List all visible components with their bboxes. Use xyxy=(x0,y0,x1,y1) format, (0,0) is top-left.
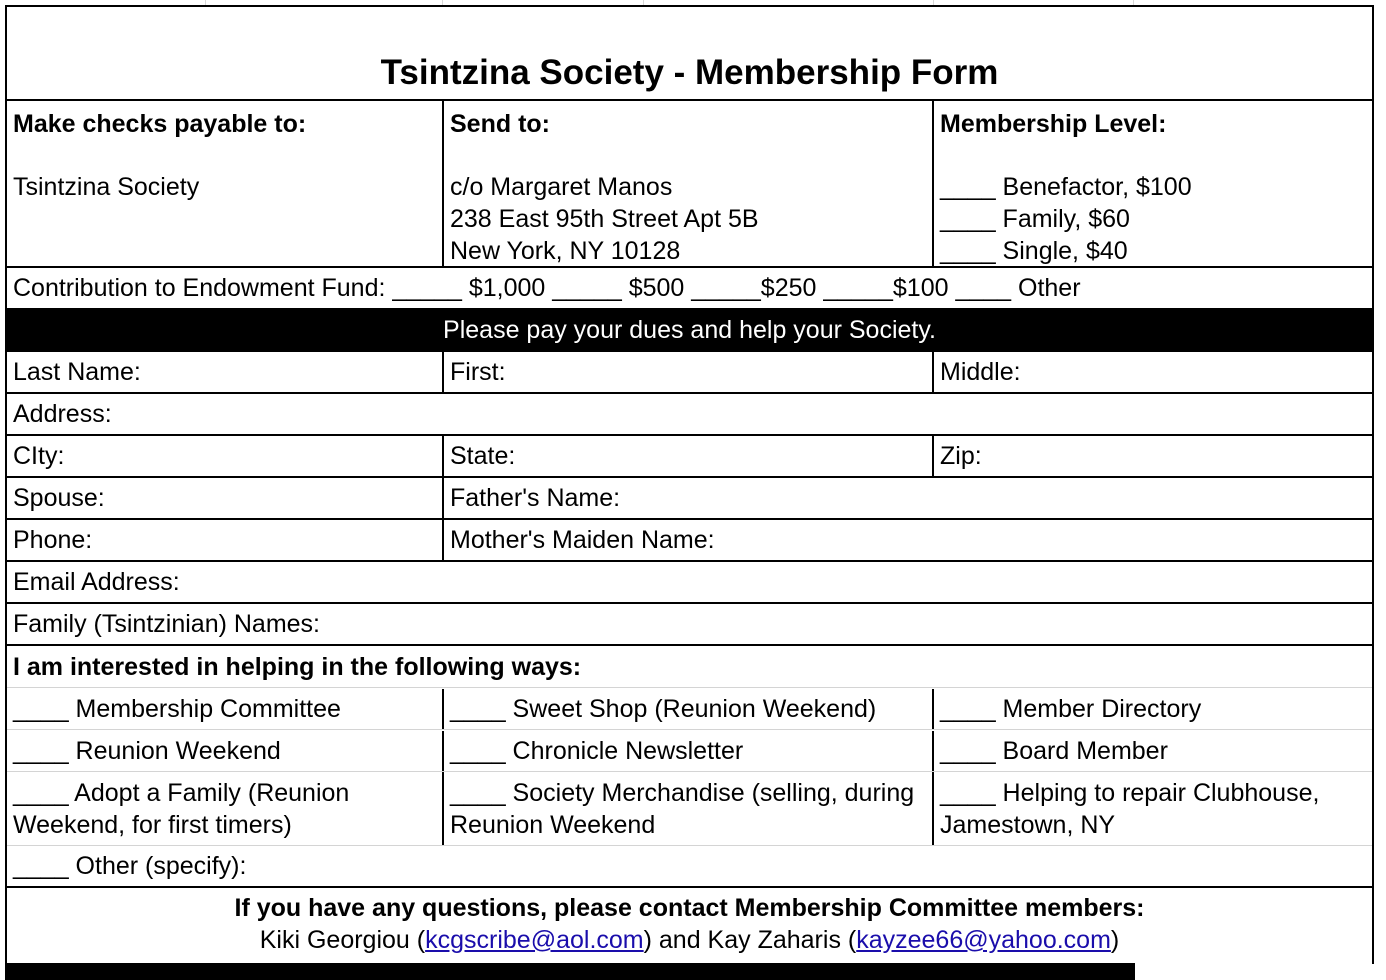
payable-cell[interactable] xyxy=(7,101,444,266)
middle-name-field[interactable]: Middle: xyxy=(940,358,1021,386)
membership-level-option: ____ Single, $40 xyxy=(940,237,1128,265)
interest-heading-row xyxy=(7,646,1372,688)
membership-form-sheet xyxy=(5,5,1374,964)
address-field[interactable]: Address: xyxy=(13,400,112,428)
phone-row xyxy=(7,520,1372,562)
address-row xyxy=(7,394,1372,436)
family-names-row xyxy=(7,604,1372,646)
phone-field[interactable]: Phone: xyxy=(7,520,444,560)
interest-option[interactable]: ____ Sweet Shop (Reunion Weekend) xyxy=(444,689,934,729)
contact-row xyxy=(7,888,1372,964)
spouse-row xyxy=(7,478,1372,520)
email-row xyxy=(7,562,1372,604)
family-names-field[interactable]: Family (Tsintzinian) Names: xyxy=(13,610,321,638)
spouse-field[interactable]: Spouse: xyxy=(7,478,444,518)
interest-option[interactable]: ____ Member Directory xyxy=(940,694,1202,723)
name-row xyxy=(7,352,1372,394)
membership-level-option: ____ Benefactor, $100 xyxy=(940,173,1192,201)
membership-level-cell[interactable] xyxy=(934,101,1372,266)
form-title[interactable]: Tsintzina Society - Membership Form xyxy=(380,53,999,92)
membership-level-option: ____ Family, $60 xyxy=(940,205,1130,233)
contact-heading: If you have any questions, please contact Membership Committee members: xyxy=(234,894,1145,922)
contact-email-link-2[interactable]: kayzee66@yahoo.com xyxy=(856,926,1111,954)
endowment-cell[interactable]: Contribution to Endowment Fund: _____ $1,000 _____ $500 _____$250 _____$100 ____ Other xyxy=(13,274,1081,302)
interest-option[interactable]: ____ Reunion Weekend xyxy=(7,731,444,771)
contact-line xyxy=(7,924,1372,956)
send-to-cell[interactable] xyxy=(444,101,934,266)
contact-suffix: ) xyxy=(1110,926,1120,954)
payable-label: Make checks payable to: xyxy=(13,110,307,138)
last-name-field[interactable]: Last Name: xyxy=(7,352,444,392)
zip-field[interactable]: Zip: xyxy=(940,442,982,470)
interest-option[interactable]: ____ Chronicle Newsletter xyxy=(444,731,934,771)
mother-maiden-name-field[interactable]: Mother's Maiden Name: xyxy=(450,526,715,554)
title-row xyxy=(7,7,1372,101)
city-row xyxy=(7,436,1372,478)
interest-option[interactable]: ____ Board Member xyxy=(940,736,1168,765)
contact-middle: ) and Kay Zaharis ( xyxy=(643,926,857,954)
first-name-field[interactable]: First: xyxy=(444,352,934,392)
send-to-label: Send to: xyxy=(450,110,550,138)
header-info-row xyxy=(7,101,1372,268)
interest-option[interactable]: ____ Helping to repair Clubhouse, Jamestown, NY xyxy=(940,779,1320,839)
other-interest-option[interactable]: ____ Other (specify): xyxy=(13,852,247,880)
interest-option[interactable]: ____ Adopt a Family (Reunion Weekend, for first timers) xyxy=(7,772,444,845)
interest-heading[interactable]: I am interested in helping in the following ways: xyxy=(13,652,582,681)
payable-value: Tsintzina Society xyxy=(13,173,200,201)
email-field[interactable]: Email Address: xyxy=(13,568,180,596)
other-interest-row xyxy=(7,846,1372,888)
contact-email-link-1[interactable]: kcgscribe@aol.com xyxy=(425,926,644,954)
city-field[interactable]: CIty: xyxy=(7,436,444,476)
send-to-line: c/o Margaret Manos xyxy=(450,173,673,201)
membership-level-label: Membership Level: xyxy=(940,110,1167,138)
father-name-field[interactable]: Father's Name: xyxy=(450,484,621,512)
state-field[interactable]: State: xyxy=(444,436,934,476)
endowment-row xyxy=(7,268,1372,310)
dues-banner[interactable]: Please pay your dues and help your Society. xyxy=(7,310,1372,352)
send-to-line: 238 East 95th Street Apt 5B xyxy=(450,205,759,233)
interest-row xyxy=(7,730,1372,772)
interest-option[interactable]: ____ Membership Committee xyxy=(7,689,444,729)
interest-option[interactable]: ____ Society Merchandise (selling, during Reunion Weekend xyxy=(444,772,934,845)
interest-row xyxy=(7,772,1372,846)
contact-prefix: Kiki Georgiou ( xyxy=(259,926,426,954)
bottom-border-bar xyxy=(5,963,1135,980)
interest-row xyxy=(7,688,1372,730)
send-to-line: New York, NY 10128 xyxy=(450,237,681,265)
